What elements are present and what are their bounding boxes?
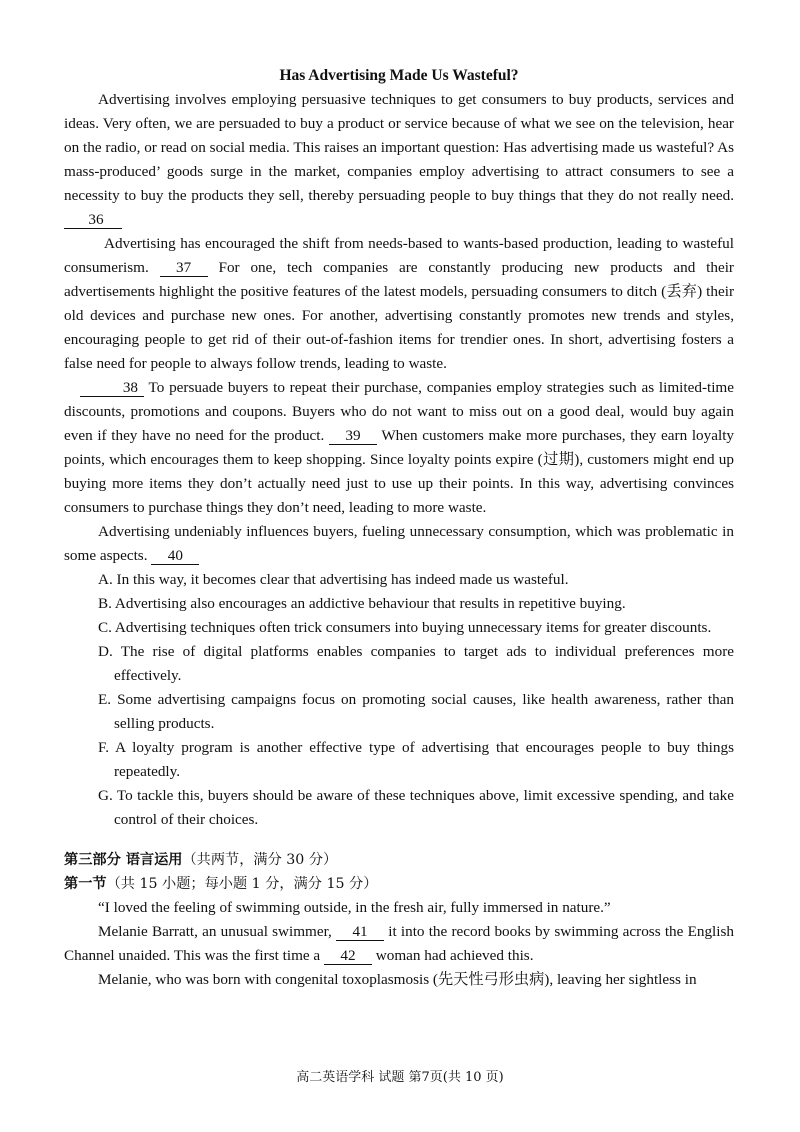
page-footer: 高二英语学科 试题 第7页(共 10 页): [296, 1070, 504, 1085]
option-g: G. To tackle this, buyers should be aware of these techniques above, limit excessive spending, and take control of their choices.: [98, 787, 734, 828]
option-e: E. Some advertising campaigns focus on promoting social causes, like health awareness, rather than selling products.: [98, 691, 734, 732]
part3-title: 第三部分 语言运用: [64, 852, 183, 868]
blank-38[interactable]: 38: [80, 379, 144, 397]
cloze-quote: “I loved the feeling of swimming outside, in the fresh air, fully immersed in nature.”: [98, 899, 611, 916]
passage-title: Has Advertising Made Us Wasteful?: [279, 67, 519, 84]
blank-36[interactable]: 36: [64, 211, 122, 229]
blank-40[interactable]: 40: [151, 547, 199, 565]
exam-page: [64, 64, 734, 992]
blank-37[interactable]: 37: [160, 259, 208, 277]
option-a: A. In this way, it becomes clear that advertising has indeed made us wasteful.: [98, 571, 569, 588]
section1-note: （共 15 小题；每小题 1 分，满分 15 分）: [106, 876, 378, 892]
paragraph-text: For one, tech companies are constantly producing new products and their advertisements highlight the positive features of the latest models, persuading consumers to ditch (丢弃) their old devices and purchase new ones. For another, advertising constantly promotes new trends and styles, encouraging people to get rid of their out-of-fashion items for trendier ones. In short, advertising fosters a false need for people to always follow trends, leading to waste.: [64, 259, 734, 372]
paragraph-text: woman had achieved this.: [371, 947, 534, 964]
part3-note: （共两节，满分 30 分）: [182, 852, 338, 868]
part3-heading: [64, 848, 734, 872]
paragraph-text: Advertising undeniably influences buyers, fueling unnecessary consumption, which was problematic in some aspects.: [64, 523, 734, 564]
paragraph-text: When customers make more purchases, they earn loyalty points, which encourages them to keep shopping. Since loyalty points expire (过期), customers might end up buying more items they don’t actually need just to use up their points. In this way, advertising convinces consumers to purchase things they don’t need, leading to more waste.: [64, 427, 735, 516]
option-b: B. Advertising also encourages an addictive behaviour that results in repetitive buying.: [98, 595, 626, 612]
blank-41[interactable]: 41: [336, 923, 384, 941]
paragraph-text: Advertising involves employing persuasive techniques to get consumers to buy products, services and ideas. Very often, we are persuaded to buy a product or service because of what we see on the television, hear on the radio, or read on social media. This raises an important question: Has advertising made us wasteful? As mass-produced’ goods surge in the market, companies employ advertising to attract consumers to see a necessity to buy the products they sell, thereby persuading people to buy things that they do not really need.: [64, 91, 734, 204]
cloze-paragraph-1: [64, 920, 734, 968]
paragraph-text: Advertising has encouraged the shift from needs-based to wants-based production, leading to wasteful consumerism.: [64, 235, 734, 276]
cloze-paragraph-2: Melanie, who was born with congenital toxoplasmosis (先天性弓形虫病), leaving her sightless in: [98, 971, 697, 988]
answer-options: [64, 568, 734, 832]
passage-paragraph-2: [64, 232, 734, 376]
option-f: F. A loyalty program is another effective type of advertising that encourages people to buy things repeatedly.: [98, 739, 734, 780]
section1-title: 第一节: [64, 876, 107, 892]
option-d: D. The rise of digital platforms enables companies to target ads to individual preferences more effectively.: [98, 643, 734, 684]
paragraph-text: Melanie Barratt, an unusual swimmer,: [98, 923, 337, 940]
option-c: C. Advertising techniques often trick consumers into buying unnecessary items for greater discounts.: [98, 619, 712, 636]
blank-39[interactable]: 39: [329, 427, 377, 445]
paragraph-text: it into the record books by swimming across the English Channel unaided. This was the first time a: [64, 923, 734, 964]
passage-paragraph-3: [64, 376, 734, 520]
passage-paragraph-1: [64, 88, 734, 232]
paragraph-text: To persuade buyers to repeat their purchase, companies employ strategies such as limited-time discounts, promotions and coupons. Buyers who do not want to miss out on a good deal, would buy again even if they have no need for the product.: [64, 379, 734, 444]
blank-42[interactable]: 42: [324, 947, 372, 965]
passage-paragraph-4: [64, 520, 734, 568]
section1-heading: [64, 872, 734, 896]
